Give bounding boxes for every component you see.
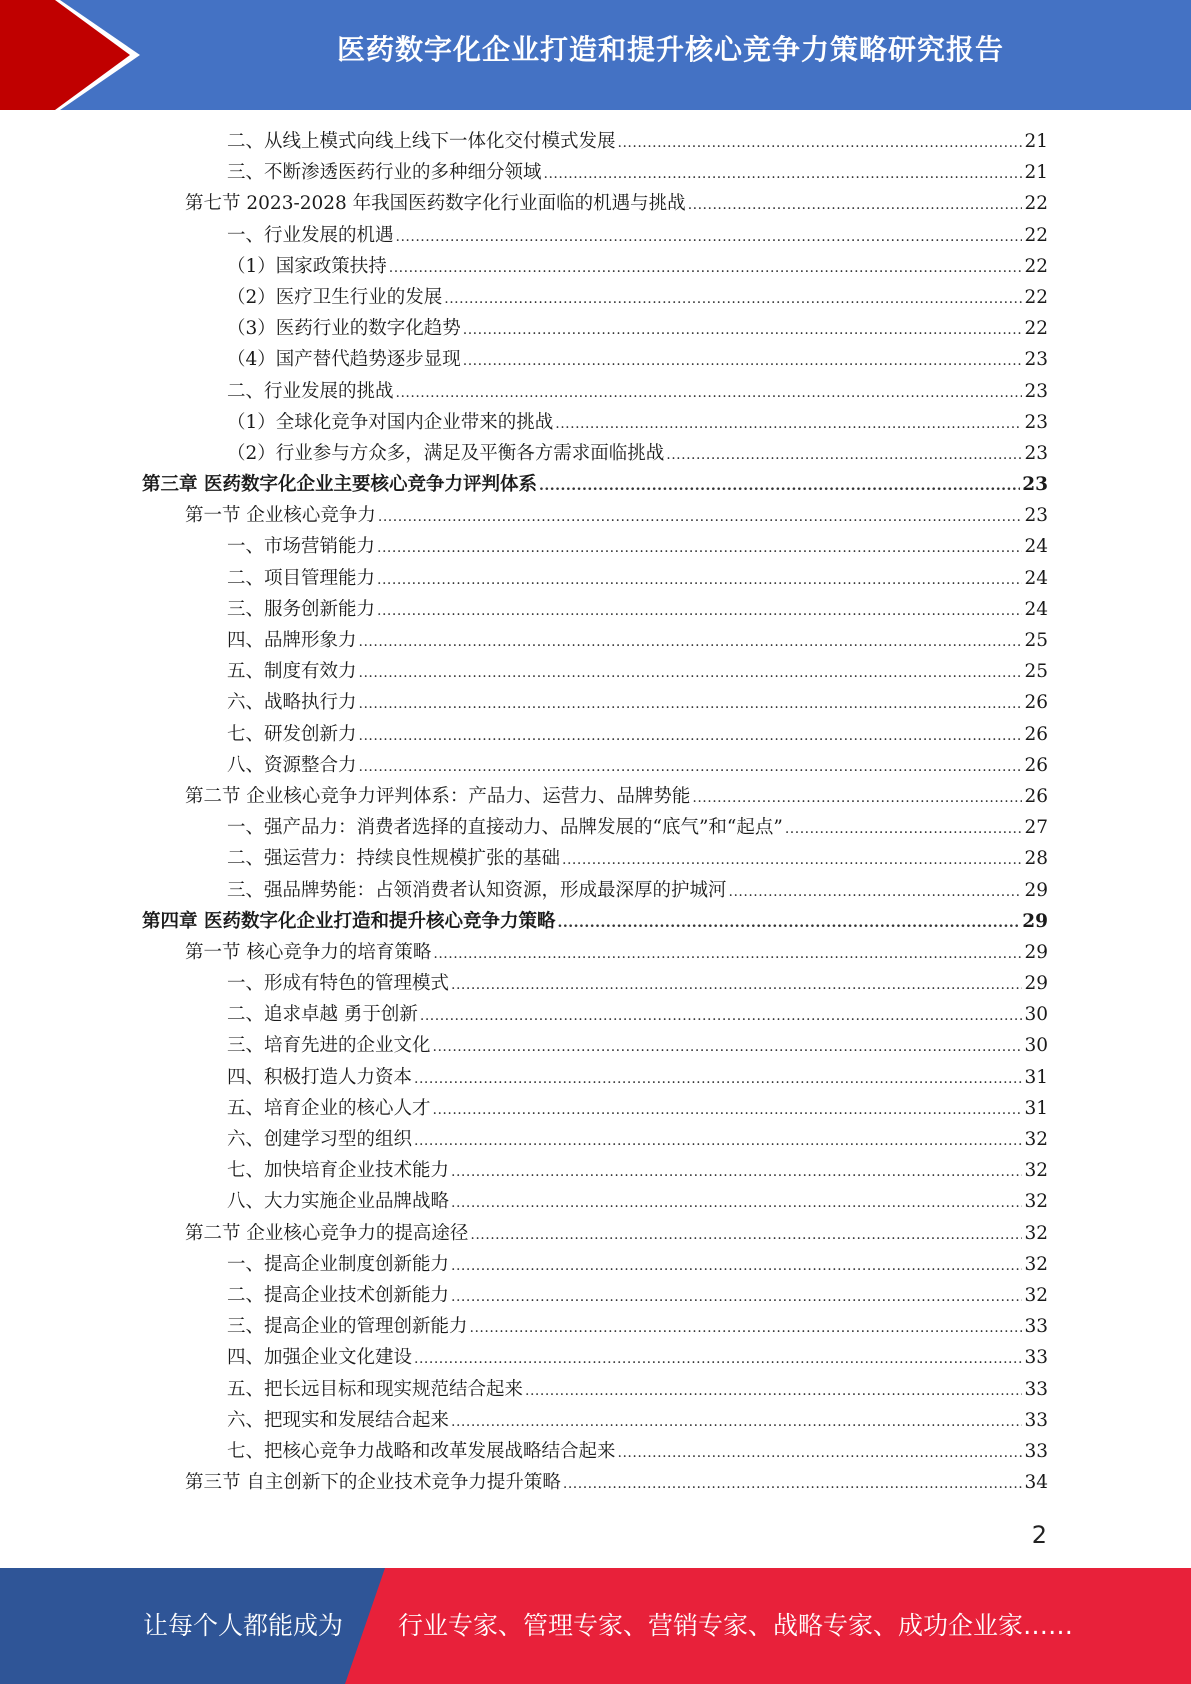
toc-leader-dots [470, 1320, 1023, 1336]
toc-entry-page: 30 [1024, 1035, 1048, 1057]
footer-slogan-right: 行业专家、管理专家、营销专家、战略专家、成功企业家…… [398, 1611, 1074, 1640]
toc-entry[interactable] [142, 1406, 1048, 1437]
toc-entry-title: 第四章 医药数字化企业打造和提升核心竞争力策略 [142, 910, 556, 932]
toc-entry[interactable] [142, 1343, 1048, 1374]
toc-entry-page: 24 [1024, 567, 1048, 589]
toc-entry-title: 二、强运营力：持续良性规模扩张的基础 [227, 848, 561, 870]
toc-entry-page: 33 [1024, 1440, 1048, 1462]
toc-leader-dots [396, 229, 1023, 245]
toc-entry-title: 二、项目管理能力 [227, 567, 376, 589]
toc-leader-dots [451, 1258, 1022, 1274]
page-number: 2 [1031, 1521, 1047, 1549]
toc-entry-title: 二、从线上模式向线上线下一体化交付模式发展 [227, 131, 616, 152]
toc-entry-page: 26 [1024, 692, 1048, 714]
toc-entry-title: （1）全球化竞争对国内企业带来的挑战 [227, 411, 554, 433]
toc-entry-title: （2）医疗卫生行业的发展 [227, 286, 443, 308]
toc-entry-title: 一、提高企业制度创新能力 [227, 1253, 450, 1275]
toc-entry-page: 32 [1024, 1253, 1048, 1275]
toc-leader-dots [359, 759, 1023, 775]
toc-entry-title: 六、战略执行力 [227, 692, 357, 714]
toc-leader-dots [451, 1289, 1022, 1305]
toc-entry-title: 七、把核心竞争力战略和改革发展战略结合起来 [227, 1440, 616, 1462]
toc-entry-page: 22 [1024, 224, 1048, 246]
toc-entry-page: 31 [1024, 1066, 1048, 1088]
toc-leader-dots [377, 540, 1022, 556]
page-footer [0, 1568, 1191, 1684]
toc-leader-dots [563, 1476, 1023, 1492]
toc-leader-dots [451, 1414, 1022, 1430]
toc-entry-page: 33 [1024, 1409, 1048, 1431]
toc-leader-dots [692, 790, 1022, 806]
toc-entry[interactable] [142, 969, 1048, 1000]
toc-entry-page: 22 [1024, 318, 1048, 340]
toc-entry-title: 六、创建学习型的组织 [227, 1129, 413, 1150]
toc-entry-page: 33 [1024, 1378, 1048, 1400]
toc-entry-title: 三、不断渗透医药行业的多种细分领域 [227, 162, 542, 184]
toc-entry-page: 32 [1024, 1191, 1048, 1213]
toc-leader-dots [414, 1071, 1022, 1087]
toc-entry-title: 第一节 企业核心竞争力 [185, 505, 376, 527]
toc-entry-page: 32 [1024, 1160, 1048, 1182]
toc-entry-title: 第二节 企业核心竞争力评判体系：产品力、运营力、品牌势能 [185, 785, 691, 807]
toc-leader-dots [359, 665, 1023, 681]
toc-entry[interactable] [142, 283, 1048, 314]
toc-leader-dots [618, 135, 1023, 151]
toc-entry[interactable] [142, 377, 1048, 408]
toc-entry-title: 二、提高企业技术创新能力 [227, 1284, 450, 1306]
toc-entry[interactable] [142, 1312, 1048, 1343]
toc-entry-page: 29 [1024, 941, 1048, 963]
toc-entry[interactable] [142, 1063, 1048, 1094]
toc-entry[interactable] [142, 1250, 1048, 1281]
toc-entry-title: 五、把长远目标和现实规范结合起来 [227, 1378, 524, 1400]
toc-entry[interactable] [142, 813, 1048, 844]
toc-entry-page: 28 [1024, 848, 1048, 870]
toc-entry[interactable] [142, 532, 1048, 563]
toc-entry-page: 32 [1024, 1129, 1048, 1150]
toc-leader-dots [463, 322, 1023, 338]
toc-entry-page: 23 [1024, 411, 1048, 433]
toc-entry-page: 24 [1024, 536, 1048, 558]
toc-entry-page: 22 [1024, 255, 1048, 277]
toc-entry[interactable] [142, 907, 1048, 938]
toc-entry[interactable] [142, 1094, 1048, 1125]
toc-entry-title: （2）行业参与方众多，满足及平衡各方需求面临挑战 [227, 442, 665, 464]
toc-leader-dots [451, 1195, 1022, 1211]
toc-entry[interactable] [142, 221, 1048, 252]
toc-entry-page: 25 [1024, 630, 1048, 651]
toc-entry[interactable] [142, 158, 1048, 189]
toc-leader-dots [377, 603, 1022, 619]
toc-entry-page: 25 [1024, 661, 1048, 683]
toc-leader-dots [555, 416, 1022, 432]
toc-leader-dots [688, 197, 1023, 213]
toc-entry[interactable] [142, 876, 1048, 907]
toc-entry[interactable] [142, 1031, 1048, 1062]
toc-entry-page: 32 [1024, 1222, 1048, 1244]
toc-leader-dots [378, 509, 1023, 525]
toc-leader-dots [557, 915, 1020, 931]
toc-entry[interactable] [142, 751, 1048, 782]
toc-entry-title: 二、行业发展的挑战 [227, 380, 394, 402]
toc-entry[interactable] [142, 1125, 1048, 1156]
toc-entry-title: 四、加强企业文化建设 [227, 1347, 413, 1369]
toc-entry-page: 22 [1024, 286, 1048, 308]
toc-entry[interactable] [142, 720, 1048, 751]
toc-leader-dots [389, 260, 1023, 276]
toc-entry-title: 三、强品牌势能：占领消费者认知资源，形成最深厚的护城河 [227, 879, 727, 901]
toc-entry-page: 23 [1024, 349, 1048, 371]
toc-entry-title: 八、大力实施企业品牌战略 [227, 1191, 450, 1213]
toc-entry[interactable] [142, 1156, 1048, 1187]
toc-entry[interactable] [142, 439, 1048, 470]
header-arrow-icon [0, 0, 160, 110]
toc-entry[interactable] [142, 470, 1048, 501]
toc-entry-page: 33 [1024, 1347, 1048, 1369]
toc-entry-page: 22 [1024, 193, 1048, 215]
toc-entry-title: 七、加快培育企业技术能力 [227, 1160, 450, 1182]
toc-leader-dots [433, 946, 1022, 962]
toc-entry-title: 三、培育先进的企业文化 [227, 1035, 431, 1057]
toc-entry[interactable] [142, 1000, 1048, 1031]
toc-entry[interactable] [142, 1437, 1048, 1468]
toc-entry-title: （1）国家政策扶持 [227, 255, 387, 277]
toc-entry[interactable] [142, 314, 1048, 345]
toc-entry-title: 六、把现实和发展结合起来 [227, 1409, 450, 1431]
toc-entry-page: 26 [1024, 754, 1048, 776]
toc-entry[interactable] [142, 688, 1048, 719]
toc-leader-dots [544, 166, 1023, 182]
toc-entry[interactable] [142, 1219, 1048, 1250]
toc-entry-page: 23 [1024, 380, 1048, 402]
toc-entry[interactable] [142, 938, 1048, 969]
toc-entry-page: 31 [1024, 1097, 1048, 1119]
toc-entry-title: 七、研发创新力 [227, 723, 357, 745]
toc-entry[interactable] [142, 844, 1048, 875]
toc-entry-title: （4）国产替代趋势逐步显现 [227, 349, 461, 371]
toc-leader-dots [539, 478, 1020, 494]
toc-leader-dots [463, 353, 1023, 369]
toc-entry[interactable] [142, 1281, 1048, 1312]
toc-entry-page: 26 [1024, 723, 1048, 745]
toc-leader-dots [414, 1351, 1022, 1367]
toc-entry-title: 第一节 核心竞争力的培育策略 [185, 941, 432, 963]
toc-leader-dots [359, 696, 1023, 712]
toc-leader-dots [785, 821, 1023, 837]
toc-entry-page: 27 [1024, 817, 1048, 839]
toc-leader-dots [444, 291, 1022, 307]
footer-slogan-left: 让每个人都能成为 [143, 1611, 344, 1640]
toc-entry[interactable] [142, 189, 1048, 220]
toc-entry-page: 21 [1024, 162, 1048, 184]
toc-entry-title: 一、市场营销能力 [227, 536, 376, 558]
toc-entry-title: 四、品牌形象力 [227, 630, 357, 651]
toc-entry-page: 23 [1024, 505, 1048, 527]
toc-entry-page: 29 [1022, 910, 1048, 932]
toc-entry[interactable] [142, 345, 1048, 376]
toc-leader-dots [562, 852, 1022, 868]
toc-leader-dots [377, 572, 1022, 588]
toc-entry-page: 24 [1024, 598, 1048, 620]
toc-entry-page: 33 [1024, 1316, 1048, 1338]
toc-entry-title: 五、培育企业的核心人才 [227, 1097, 431, 1119]
toc-entry-page: 26 [1024, 785, 1048, 807]
toc-entry-title: 二、追求卓越 勇于创新 [227, 1004, 418, 1026]
page-header [0, 0, 1191, 110]
toc-entry[interactable] [142, 564, 1048, 595]
toc-entry[interactable] [142, 408, 1048, 439]
toc-entry[interactable] [142, 595, 1048, 626]
toc-entry-title: 三、服务创新能力 [227, 598, 376, 620]
toc-entry-page: 21 [1024, 131, 1048, 152]
toc-leader-dots [359, 728, 1023, 744]
toc-leader-dots [451, 977, 1022, 993]
toc-leader-dots [470, 1227, 1022, 1243]
toc-entry-page: 30 [1024, 1004, 1048, 1026]
toc-leader-dots [729, 884, 1023, 900]
toc-entry-title: 四、积极打造人力资本 [227, 1066, 413, 1088]
toc-entry[interactable] [142, 1375, 1048, 1406]
toc-leader-dots [433, 1039, 1023, 1055]
toc-leader-dots [420, 1008, 1023, 1024]
toc-leader-dots [666, 447, 1022, 463]
toc-entry[interactable] [142, 501, 1048, 532]
toc-leader-dots [359, 634, 1023, 650]
toc-entry-title: 三、提高企业的管理创新能力 [227, 1316, 468, 1338]
toc-entry-title: 第三节 自主创新下的企业技术竞争力提升策略 [185, 1472, 561, 1494]
toc-leader-dots [414, 1133, 1022, 1149]
toc-entry-title: 五、制度有效力 [227, 661, 357, 683]
toc-entry-page: 23 [1022, 474, 1048, 496]
toc-leader-dots [525, 1383, 1022, 1399]
toc-leader-dots [396, 385, 1023, 401]
toc-entry-page: 32 [1024, 1284, 1048, 1306]
report-title: 医药数字化企业打造和提升核心竞争力策略研究报告 [336, 33, 1004, 66]
toc-entry-page: 29 [1024, 973, 1048, 995]
toc-entry-page: 23 [1024, 442, 1048, 464]
toc-entry-page: 34 [1024, 1472, 1048, 1494]
toc-entry[interactable] [142, 127, 1048, 158]
toc-entry-title: 一、形成有特色的管理模式 [227, 973, 450, 995]
toc-entry-title: 一、行业发展的机遇 [227, 224, 394, 246]
toc-entry[interactable] [142, 626, 1048, 657]
toc-entry-title: 八、资源整合力 [227, 754, 357, 776]
toc-leader-dots [433, 1102, 1023, 1118]
toc-entry[interactable] [142, 1187, 1048, 1218]
toc-leader-dots [618, 1445, 1023, 1461]
toc-entry-title: 一、强产品力：消费者选择的直接动力、品牌发展的“底气”和“起点” [227, 817, 783, 839]
toc-entry-title: 第七节 2023-2028 年我国医药数字化行业面临的机遇与挑战 [185, 193, 686, 215]
toc-entry[interactable] [142, 252, 1048, 283]
toc-entry-title: 第三章 医药数字化企业主要核心竞争力评判体系 [142, 474, 537, 496]
toc-leader-dots [451, 1164, 1022, 1180]
toc-entry[interactable] [142, 657, 1048, 688]
toc-entry-title: 第二节 企业核心竞争力的提高途径 [185, 1222, 469, 1244]
toc-entry-title: （3）医药行业的数字化趋势 [227, 318, 461, 340]
table-of-contents [142, 127, 1048, 1499]
toc-entry-page: 29 [1024, 879, 1048, 901]
toc-entry[interactable] [142, 782, 1048, 813]
toc-entry[interactable] [142, 1468, 1048, 1499]
